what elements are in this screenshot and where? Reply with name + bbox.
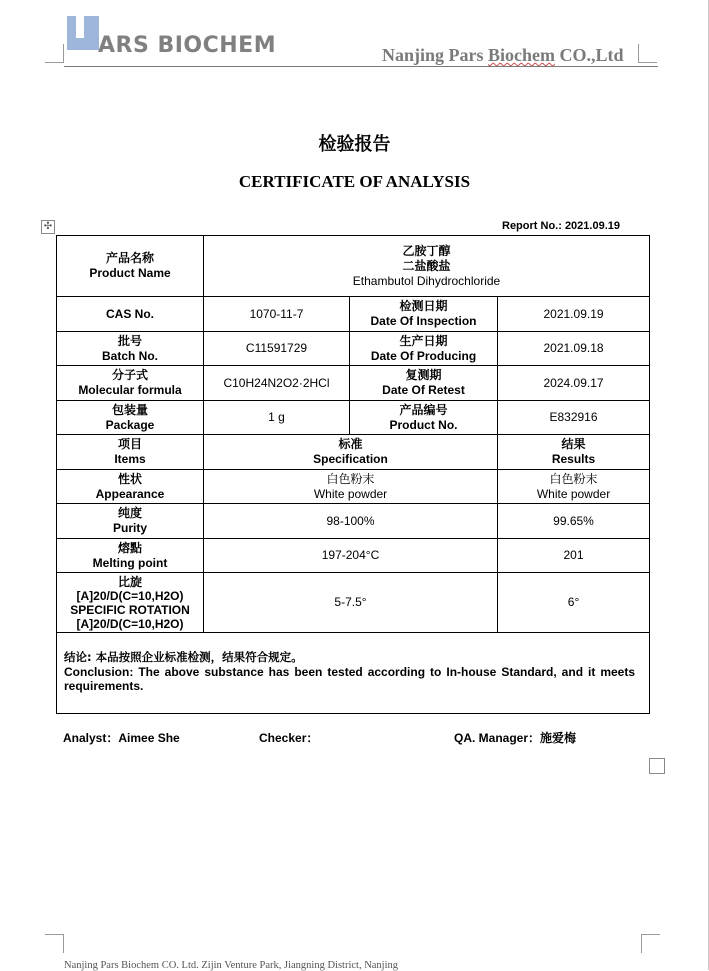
conclusion-chinese: 结论: 本品按照企业标准检测，结果符合规定。 — [64, 650, 303, 664]
rotation-label: 比旋 [A]20/D(C=10,H2O) SPECIFIC ROTATION [A]20/D(C=10,H2O) — [57, 573, 204, 633]
inspection-value: 2021.09.19 — [498, 297, 650, 332]
checker-signature: Checker： — [259, 731, 319, 745]
product-no-value: E832916 — [498, 401, 650, 435]
melting-point-label: 熔點 Melting point — [57, 539, 204, 573]
row-formula — [57, 366, 650, 401]
results-header: 结果 Results — [498, 435, 650, 470]
formula-label: 分子式 Molecular formula — [57, 366, 204, 401]
crop-mark-bottom-left — [45, 934, 64, 953]
rotation-spec: 5-7.5° — [204, 573, 498, 633]
report-number: Report No.: 2021.09.19 — [502, 220, 620, 232]
row-purity — [57, 504, 650, 539]
title-chinese: 检验报告 — [318, 134, 391, 155]
product-name-label: 产品名称 Product Name — [57, 236, 204, 297]
producing-value: 2021.09.18 — [498, 332, 650, 366]
package-value: 1 g — [204, 401, 350, 435]
product-no-label: 产品编号 Product No. — [350, 401, 498, 435]
row-melting-point — [57, 539, 650, 573]
company-wavy-word: Biochem — [488, 45, 556, 65]
conclusion-cell — [57, 633, 650, 714]
row-package — [57, 401, 650, 435]
appearance-label: 性状 Appearance — [57, 470, 204, 504]
footer-address: Nanjing Pars Biochem CO. Ltd. Zijin Venture Park, Jiangning District, Nanjing — [64, 960, 399, 971]
appearance-spec: 白色粉末 White powder — [204, 470, 498, 504]
conclusion-english: Conclusion: The above substance has been tested according to In-house Standard, and it meets requirements. — [64, 665, 636, 693]
melting-point-spec: 197-204°C — [204, 539, 498, 573]
producing-label: 生产日期 Date Of Producing — [350, 332, 498, 366]
retest-label: 复测期 Date Of Retest — [350, 366, 498, 401]
cas-label: CAS No. — [57, 297, 204, 332]
appearance-result: 白色粉末 White powder — [498, 470, 650, 504]
company-prefix: Nanjing Pars — [382, 45, 489, 65]
rotation-result: 6° — [498, 573, 650, 633]
company-suffix: CO.,Ltd — [555, 45, 624, 65]
row-column-headers — [57, 435, 650, 470]
product-name-value: 乙胺丁醇 二盐酸盐 Ethambutol Dihydrochloride — [204, 236, 650, 297]
spec-header: 标准 Specification — [204, 435, 498, 470]
purity-result: 99.65% — [498, 504, 650, 539]
row-conclusion — [57, 633, 650, 714]
melting-point-result: 201 — [498, 539, 650, 573]
row-batch — [57, 332, 650, 366]
row-product-name — [57, 236, 650, 297]
batch-label: 批号 Batch No. — [57, 332, 204, 366]
batch-value: C11591729 — [204, 332, 350, 366]
qa-manager-signature: QA. Manager：施爱梅 — [454, 731, 577, 745]
items-header: 项目 Items — [57, 435, 204, 470]
cas-value: 1070-11-7 — [204, 297, 350, 332]
crop-mark-top-right — [638, 44, 657, 63]
logo-mark — [67, 16, 99, 50]
title-english: CERTIFICATE OF ANALYSIS — [238, 172, 471, 191]
table-resize-handle-icon[interactable] — [649, 758, 665, 774]
purity-label: 纯度 Purity — [57, 504, 204, 539]
crop-mark-top-left — [45, 44, 64, 63]
table-move-handle-icon[interactable]: ✣ — [41, 220, 55, 234]
retest-value: 2024.09.17 — [498, 366, 650, 401]
logo-text: ARS BIOCHEM — [98, 33, 277, 58]
crop-mark-bottom-right — [641, 934, 660, 953]
coa-table — [56, 235, 650, 714]
formula-value: C10H24N2O2·2HCl — [204, 366, 350, 401]
purity-spec: 98-100% — [204, 504, 498, 539]
inspection-label: 检测日期 Date Of Inspection — [350, 297, 498, 332]
package-label: 包装量 Package — [57, 401, 204, 435]
header-rule — [64, 66, 658, 67]
row-appearance — [57, 470, 650, 504]
row-cas — [57, 297, 650, 332]
analyst-signature: Analyst：Aimee She — [63, 731, 180, 745]
header-company-name — [382, 45, 624, 66]
row-specific-rotation — [57, 573, 650, 633]
